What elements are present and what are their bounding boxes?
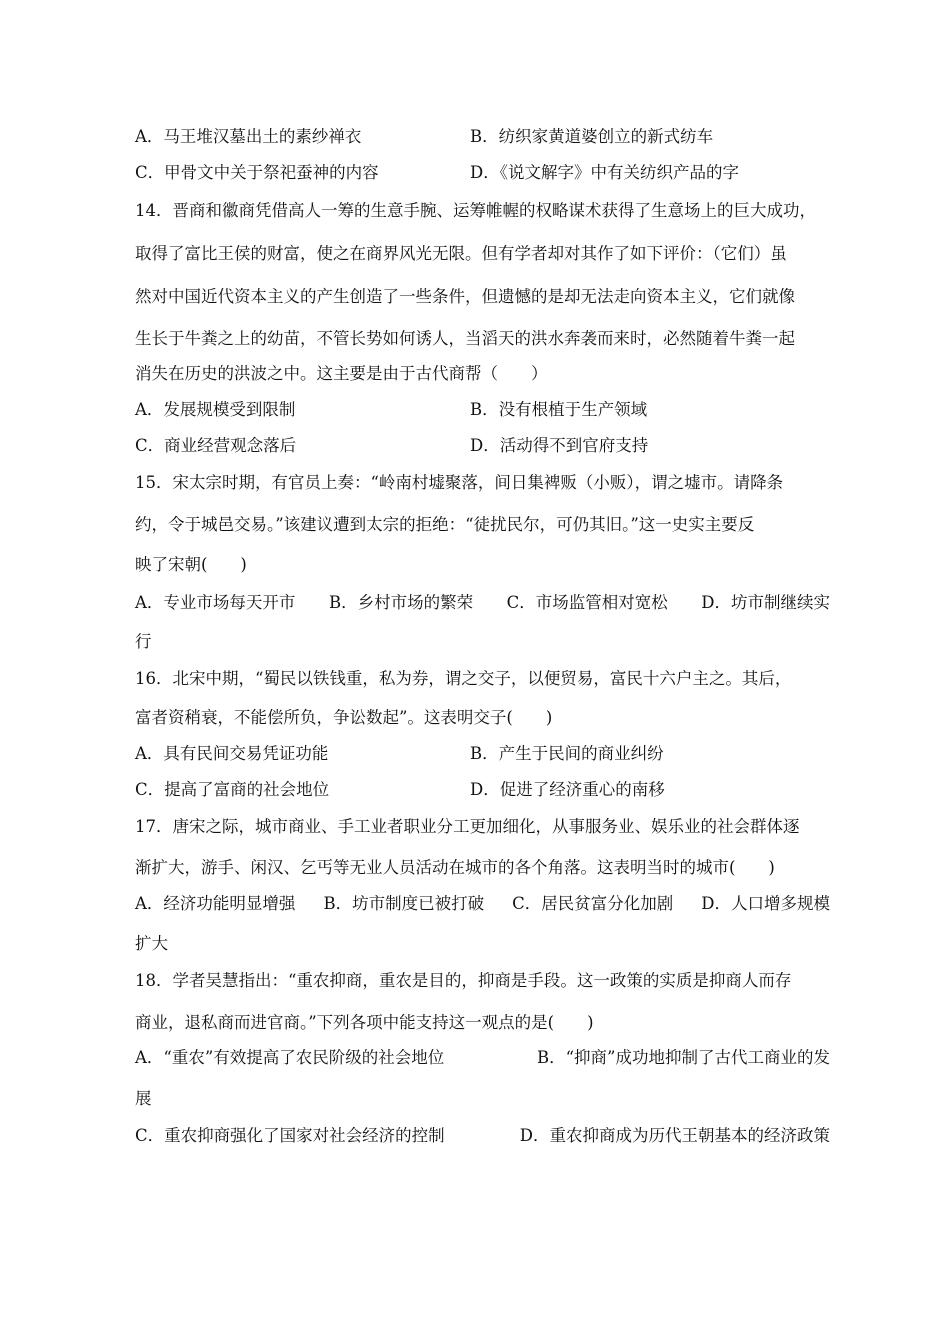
q17-option-c: C．居民贫富分化加剧 (512, 894, 674, 913)
q16-option-a: A．具有民间交易凭证功能 (135, 744, 329, 763)
q15-option-d: D．坊市制继续实 (701, 593, 830, 612)
q14-stem-line: 取得了富比王侯的财富，使之在商界风光无限。但有学者却对其作了如下评价：（它们）虽 (135, 244, 787, 263)
q17-option-d-continued: 扩大 (135, 934, 168, 953)
q16-option-b: B．产生于民间的商业纠纷 (470, 744, 664, 763)
q17-stem-line: 渐扩大，游手、闲汉、乞丐等无业人员活动在城市的各个角落。这表明当时的城市( ) (135, 858, 775, 877)
q17-options-row (135, 893, 830, 915)
q18-option-a: A．“重农”有效提高了农民阶级的社会地位 (135, 1048, 445, 1067)
q17-option-b: B．坊市制度已被打破 (323, 894, 485, 913)
q15-option-c: C．市场监管相对宽松 (506, 593, 668, 612)
q14-stem-line: 生长于牛粪之上的幼苗，不管长势如何诱人，当滔天的洪水奔袭而来时，必然随着牛粪一起 (135, 329, 795, 348)
q13-option-b: B．纺织家黄道婆创立的新式纺车 (470, 127, 714, 146)
q15-stem-line: 15．宋太宗时期，有官员上奏：“岭南村墟聚落，间日集裨贩（小贩），谓之墟市。请降条 (135, 473, 784, 492)
q14-option-a: A．发展规模受到限制 (135, 400, 296, 419)
q15-option-d-continued: 行 (135, 632, 152, 651)
q17-option-d: D．人口增多规模 (701, 894, 830, 913)
q14-option-c: C．商业经营观念落后 (135, 436, 297, 455)
q15-stem-line: 映了宋朝( ) (135, 555, 247, 574)
q18-option-b-continued: 展 (135, 1089, 152, 1108)
q14-stem-line: 然对中国近代资本主义的产生创造了一些条件，但遗憾的是却无法走向资本主义，它们就像 (135, 287, 795, 306)
q18-options-row-2 (135, 1125, 830, 1147)
q16-stem-line: 16．北宋中期，“蜀民以铁钱重，私为券，谓之交子，以便贸易，富民十六户主之。其后， (135, 669, 792, 688)
q16-option-d: D．促进了经济重心的南移 (470, 780, 665, 799)
q16-stem-line: 富者资稍衰，不能偿所负，争讼数起”。这表明交子( ) (135, 708, 553, 727)
q17-stem-line: 17．唐宋之际，城市商业、手工业者职业分工更加细化，从事服务业、娱乐业的社会群体逐 (135, 817, 800, 836)
q18-stem-line: 商业，退私商而进官商。”下列各项中能支持这一观点的是( ) (135, 1013, 594, 1032)
q15-options-row (135, 592, 830, 614)
q13-option-c: C．甲骨文中关于祭祀蚕神的内容 (135, 163, 379, 182)
q14-stem-line: 消失在历史的洪波之中。这主要是由于古代商帮（ ） (135, 364, 548, 383)
q18-options-row-1 (135, 1047, 830, 1069)
q15-option-b: B．乡村市场的繁荣 (328, 593, 474, 612)
q18-option-b: B．“抑商”成功地抑制了古代工商业的发 (537, 1048, 830, 1067)
q13-option-a: A．马王堆汉墓出土的素纱禅衣 (135, 127, 362, 146)
q16-option-c: C．提高了富商的社会地位 (135, 780, 330, 799)
q18-option-d: D．重农抑商成为历代王朝基本的经济政策 (519, 1126, 830, 1145)
q13-option-d: D．《说文解字》中有关纺织产品的字 (470, 163, 739, 182)
q15-option-a: A．专业市场每天开市 (135, 593, 296, 612)
q18-option-c: C．重农抑商强化了国家对社会经济的控制 (135, 1126, 445, 1145)
q18-stem-line: 18．学者吴慧指出：“重农抑商，重农是目的，抑商是手段。这一政策的实质是抑商人而存 (135, 971, 792, 990)
q15-stem-line: 约，令于城邑交易。”该建议遭到太宗的拒绝：“徒扰民尔，可仍其旧。”这一史实主要反 (135, 515, 755, 534)
q14-stem-line: 14．晋商和徽商凭借高人一筹的生意手腕、运筹帷幄的权略谋术获得了生意场上的巨大成功， (135, 201, 816, 220)
q14-option-b: B．没有根植于生产领域 (470, 400, 648, 419)
q17-option-a: A．经济功能明显增强 (135, 894, 296, 913)
q14-option-d: D．活动得不到官府支持 (470, 436, 649, 455)
